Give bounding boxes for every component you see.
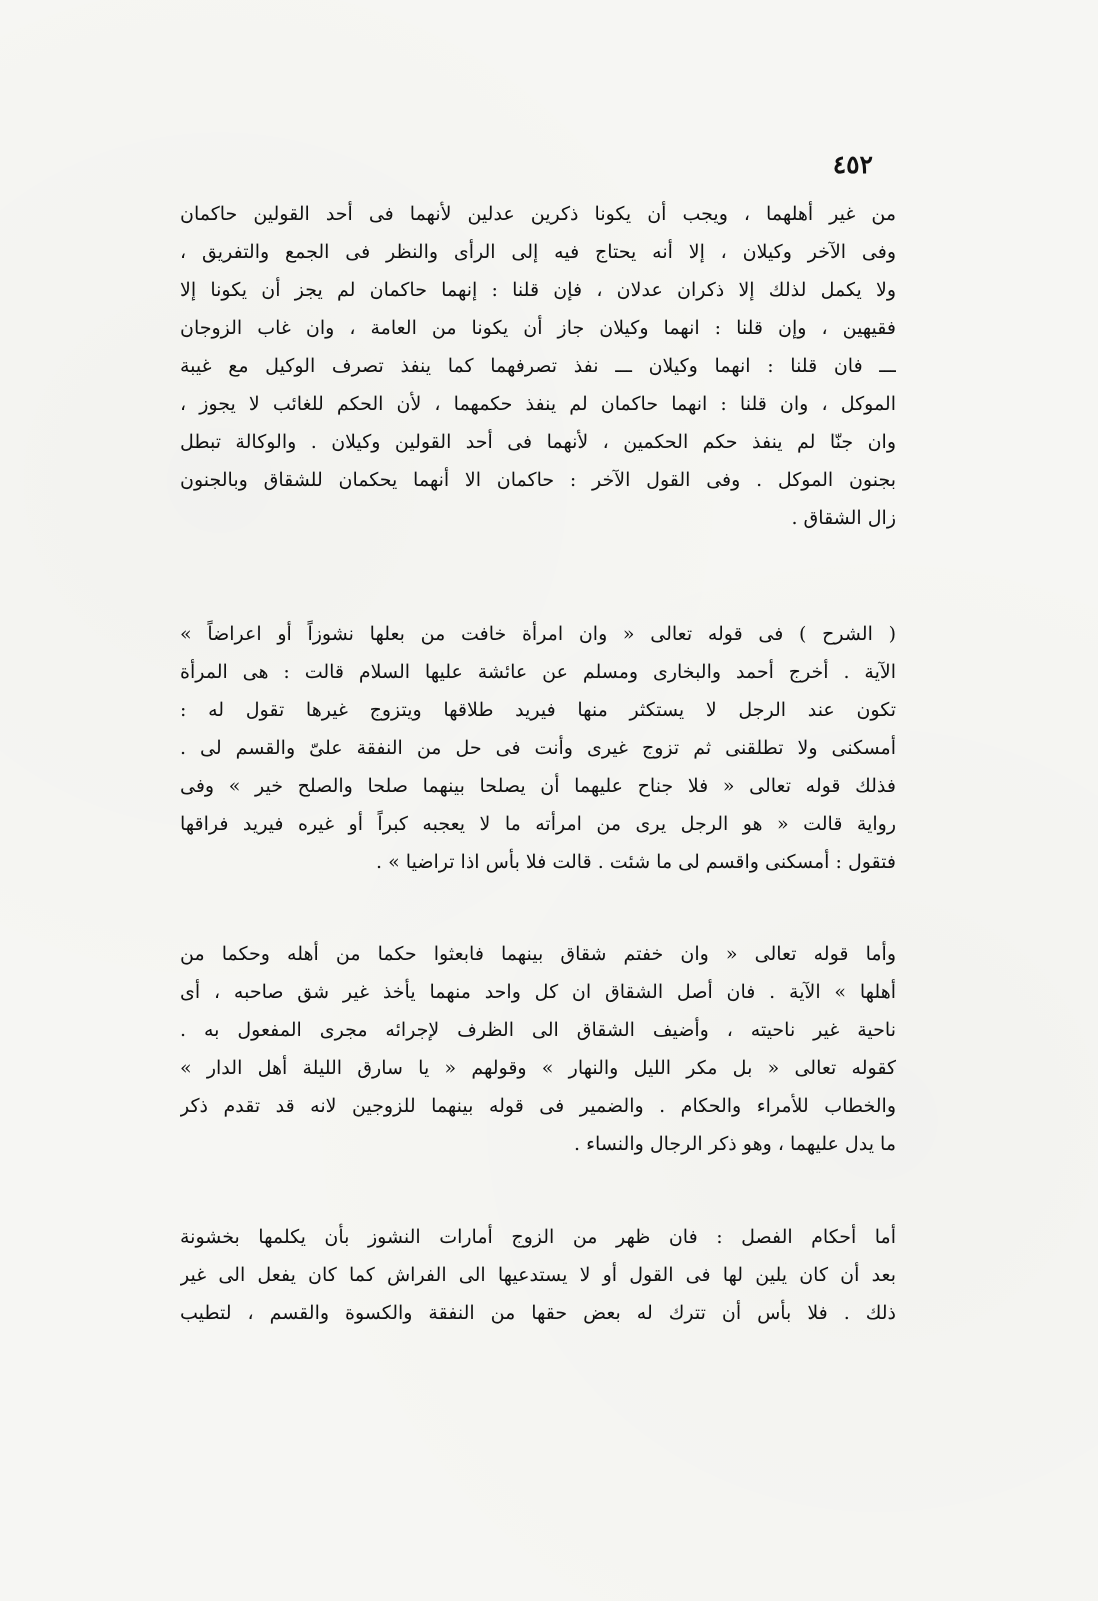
text-line: أما أحكام الفصل : فان ظهر من الزوج أمارات النشوز بأن يكلمها بخشونة (180, 1226, 896, 1248)
text-line: فذلك قوله تعالى « فلا جناح عليهما أن يصلحا بينهما صلحا والصلح خير » وفى (180, 775, 896, 797)
text-line: ولا يكمل لذلك إلا ذكران عدلان ، فإن قلنا : إنهما حاكمان لم يجز أن يكونا إلا (180, 279, 896, 301)
text-line: كقوله تعالى « بل مكر الليل والنهار » وقولهم « يا سارق الليلة أهل الدار » (180, 1057, 896, 1079)
text-line: والخطاب للأمراء والحكام . والضمير فى قوله بينهما للزوجين لانه قد تقدم ذكر (180, 1095, 896, 1117)
text-line: بعد أن كان يلين لها فى القول أو لا يستدعيها الى الفراش كما كان يفعل الى غير (180, 1264, 896, 1286)
paragraph-3 (180, 935, 896, 1163)
text-line: وأما قوله تعالى « وان خفتم شقاق بينهما فابعثوا حكما من أهله وحكما من (180, 943, 896, 965)
text-line: ذلك . فلا بأس أن تترك له بعض حقها من النفقة والكسوة والقسم ، لتطيب (180, 1302, 896, 1324)
text-line: ما يدل عليهما ، وهو ذكر الرجال والنساء . (574, 1133, 896, 1155)
text-line: الآية . أخرج أحمد والبخارى ومسلم عن عائشة عليها السلام قالت : هى المرأة (180, 661, 896, 683)
text-line: فقيهين ، وإن قلنا : انهما وكيلان جاز أن يكونا من العامة ، وان غاب الزوجان (180, 317, 896, 339)
text-line: الموكل ، وان قلنا : انهما حاكمان لم ينفذ حكمهما ، لأن الحكم للغائب لا يجوز ، (180, 393, 896, 415)
text-line: ( الشرح ) فى قوله تعالى « وان امرأة خافت من بعلها نشوزاً أو اعراضاً » (180, 623, 896, 645)
text-line: بجنون الموكل . وفى القول الآخر : حاكمان الا أنهما يحكمان للشقاق وبالجنون (180, 469, 896, 491)
text-line: وفى الآخر وكيلان ، إلا أنه يحتاج فيه إلى الرأى والنظر فى الجمع والتفريق ، (180, 241, 896, 263)
text-line: وان جنّا لم ينفذ حكم الحكمين ، لأنهما فى أحد القولين وكيلان . والوكالة تبطل (180, 431, 896, 453)
paragraph-4 (180, 1218, 896, 1332)
paragraph-1 (180, 195, 896, 537)
page-number: ٤٥٢ (832, 150, 873, 179)
text-line: ـــ فان قلنا : انهما وكيلان ـــ نفذ تصرفهما كما ينفذ تصرف الوكيل مع غيبة (180, 355, 896, 377)
text-line: ناحية غير ناحيته ، وأضيف الشقاق الى الظرف لإجرائه مجرى المفعول به . (180, 1019, 896, 1041)
text-line: أهلها » الآية . فان أصل الشقاق ان كل واحد منهما يأخذ غير شق صاحبه ، أى (180, 981, 896, 1003)
text-line: زال الشقاق . (791, 507, 896, 529)
text-line: رواية قالت « هو الرجل يرى من امرأته ما لا يعجبه كبراً أو غيره فيريد فراقها (180, 813, 896, 835)
paragraph-2 (180, 615, 896, 881)
text-line: من غير أهلهما ، ويجب أن يكونا ذكرين عدلين لأنهما فى أحد القولين حاكمان (180, 203, 896, 225)
text-line: تكون عند الرجل لا يستكثر منها فيريد طلاقها ويتزوج غيرها تقول له : (180, 699, 896, 721)
text-line: أمسكنى ولا تطلقنى ثم تزوج غيرى وأنت فى حل من النفقة علىّ والقسم لى . (180, 737, 896, 759)
text-line: فتقول : أمسكنى واقسم لى ما شئت . قالت فلا بأس اذا تراضيا » . (376, 851, 896, 873)
